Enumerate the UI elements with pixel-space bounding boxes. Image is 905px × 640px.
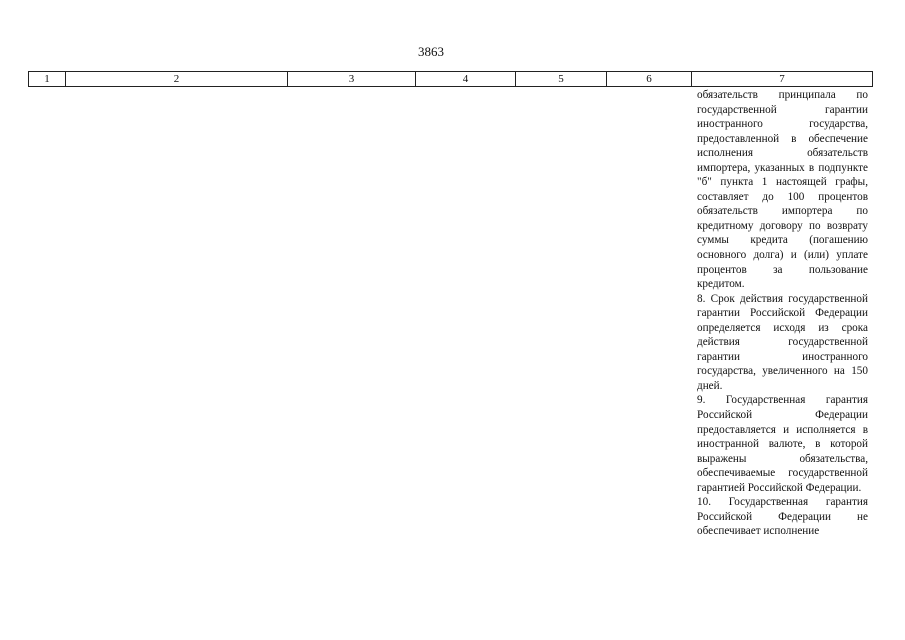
column-header-1: 1 [29, 72, 66, 87]
page-number: 3863 [418, 44, 444, 59]
column-header-6: 6 [607, 72, 692, 87]
paragraph-item-9: 9. Государственная гарантия Российской Федерации предоставляется и исполняется в иностранной валюте, в которой выражены обязательства, обеспечиваемые государственной гарантией Российской Федерации. [697, 394, 868, 494]
column-7-text [697, 88, 868, 539]
paragraph-item-10: 10. Государственная гарантия Российской Федерации не обеспечивает исполнение [697, 496, 868, 538]
paragraph-guarantee-coverage: обязательств принципала по государственной гарантии иностранного государства, предоставленной в обеспечение исполнения обязательств импортера, указанных в подпункте "б" пункта 1 настоящей графы, составляет до 100 процентов обязательств импортера по кредитному договору по возврату суммы кредита (погашению основного долга) и (или) уплате процентов за пользование кредитом. [697, 89, 868, 291]
paragraph-item-8: 8. Срок действия государственной гарантии Российской Федерации определяется исходя из срока действия государственной гарантии иностранного государства, увеличенного на 150 дней. [697, 292, 868, 392]
column-header-2: 2 [66, 72, 288, 87]
column-header-4: 4 [416, 72, 516, 87]
column-header-3: 3 [288, 72, 416, 87]
table-header-row [29, 72, 873, 87]
column-header-5: 5 [516, 72, 607, 87]
table-header [28, 71, 873, 87]
column-header-7: 7 [692, 72, 873, 87]
